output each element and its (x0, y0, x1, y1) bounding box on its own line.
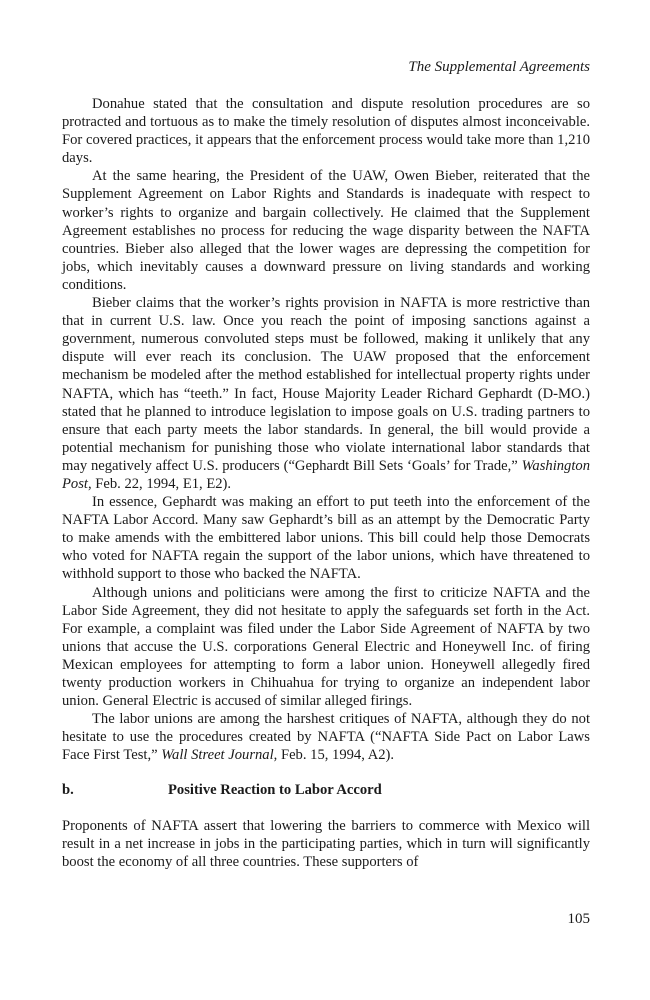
citation-details: , Feb. 15, 1994, A2). (273, 747, 395, 764)
page-number: 105 (567, 911, 590, 927)
citation-publication: Washington Post (62, 457, 590, 492)
paragraph-gephardt: In essence, Gephardt was making an effort to put teeth into the enforcement of the NAFTA Labor Accord. Many saw Gephardt’s bill as an attempt by the Democratic Party to make amends with the embittered labor unions. This bill could help those Democrats who voted for NAFTA regain the support of the labor unions, which have threatened to withhold support to those who backed the NAFTA. (62, 494, 590, 583)
paragraph-proponents: Proponents of NAFTA assert that lowering the barriers to commerce with Mexico will result in a net increase in jobs in the participating parties, which in turn will significantly boost the economy of all three countries. These supporters of (62, 817, 590, 870)
citation-publication: Wall Street Journal (161, 747, 274, 764)
paragraph-labor-unions (62, 710, 590, 764)
running-header: The Supplemental Agreements (408, 59, 590, 75)
section-letter: b. (62, 782, 74, 799)
section-heading (62, 781, 590, 799)
paragraph-unions-complaint: Although unions and politicians were among the first to criticize NAFTA and the Labor Side Agreement, they did not hesitate to apply the safeguards set forth in the Act. For example, a complaint was filed under the Labor Side Agreement of NAFTA by two unions that accuse the U.S. corporations General Electric and Honeywell Inc. of firing Mexican employees for attempting to form a labor union. Honeywell allegedly fired twenty production workers in Chihuahua for trying to organize an independent labor union. General Electric is accused of similar alleged firings. (62, 584, 590, 710)
citation-details: , Feb. 22, 1994, E1, E2). (87, 475, 232, 492)
page-body (62, 95, 590, 871)
section-title: Positive Reaction to Labor Accord (168, 782, 382, 799)
paragraph-bieber-hearing: At the same hearing, the President of the UAW, Owen Bieber, reiterated that the Supplement Agreement on Labor Rights and Standards is inadequate with respect to worker’s rights to organize and bargain collectively. He claimed that the Supplement Agreement establishes no process for reducing the wage disparity between the NAFTA countries. Bieber also alleged that the lower wages are depressing the competition for jobs, which inevitably causes a downward pressure on living standards and working conditions. (62, 168, 590, 293)
paragraph-text: The labor unions are among the harshest critiques of NAFTA, although they do not hesitate to use the procedures created by NAFTA (“NAFTA Side Pact on Labor Laws Face First Test,” (62, 711, 590, 764)
paragraph-bieber-claims (62, 294, 590, 493)
paragraph-donahue: Donahue stated that the consultation and dispute resolution procedures are so protracted and tortuous as to make the timely resolution of disputes almost inconceivable. For covered practices, it appears that the enforcement process would take more than 1,210 days. (62, 96, 590, 167)
paragraph-text: Bieber claims that the worker’s rights provision in NAFTA is more restrictive than that in current U.S. law. Once you reach the point of imposing sanctions against a government, numerous convoluted steps must be followed, making it unlikely that any dispute will ever reach its conclusion. The UAW proposed that the enforcement mechanism be modeled after the method established for intellectual property rights under NAFTA, which has “teeth.” In fact, House Majority Leader Richard Gephardt (D-MO.) stated that he planned to introduce legislation to impose goals on U.S. trading partners to ensure that each party meets the labor standards. In general, the bill would provide a potential mechanism for punishing those who violate international labor standards that may negatively affect U.S. producers (“Gephardt Bill Sets ‘Goals’ for Trade,” (62, 295, 590, 474)
